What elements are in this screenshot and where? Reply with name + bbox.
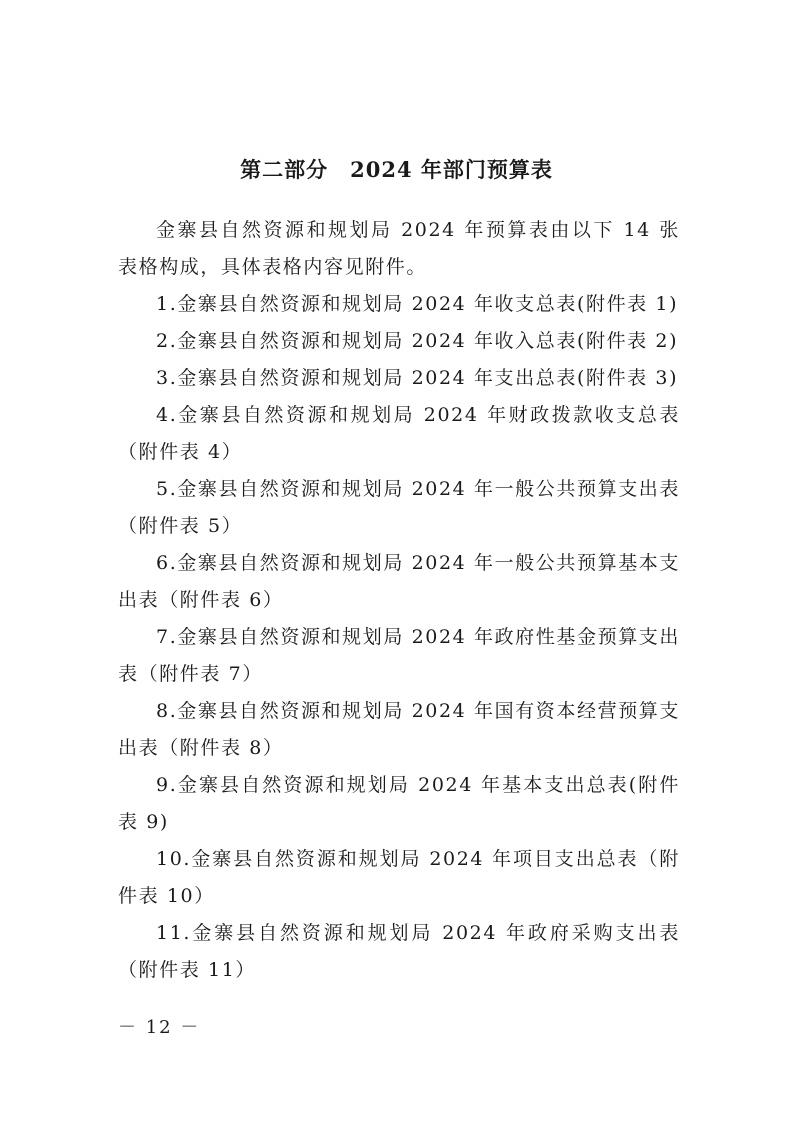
intro-paragraph: 金寨县自然资源和规划局 2024 年预算表由以下 14 张表格构成，具体表格内容见附件。 [118, 219, 680, 278]
list-item: 3.金寨县自然资源和规划局 2024 年支出总表(附件表 3) [156, 367, 679, 389]
list-item: 5.金寨县自然资源和规划局 2024 年一般公共预算支出表（附件表 5） [118, 478, 680, 537]
document-body [118, 212, 680, 989]
page-title: 第二部分 2024 年部门预算表 [240, 157, 553, 183]
list-item: 9.金寨县自然资源和规划局 2024 年基本支出总表(附件表 9) [118, 774, 680, 833]
list-item: 2.金寨县自然资源和规划局 2024 年收入总表(附件表 2) [156, 330, 679, 352]
list-item: 10.金寨县自然资源和规划局 2024 年项目支出总表（附件表 10） [118, 848, 680, 907]
list-item: 8.金寨县自然资源和规划局 2024 年国有资本经营预算支出表（附件表 8） [118, 700, 680, 759]
list-item: 7.金寨县自然资源和规划局 2024 年政府性基金预算支出表（附件表 7） [118, 626, 680, 685]
page-number: － 12 － [118, 1017, 201, 1038]
list-item: 1.金寨县自然资源和规划局 2024 年收支总表(附件表 1) [156, 293, 679, 315]
list-item: 6.金寨县自然资源和规划局 2024 年一般公共预算基本支出表（附件表 6） [118, 552, 680, 611]
list-item: 11.金寨县自然资源和规划局 2024 年政府采购支出表（附件表 11） [118, 922, 680, 981]
list-item: 4.金寨县自然资源和规划局 2024 年财政拨款收支总表（附件表 4） [118, 404, 680, 463]
